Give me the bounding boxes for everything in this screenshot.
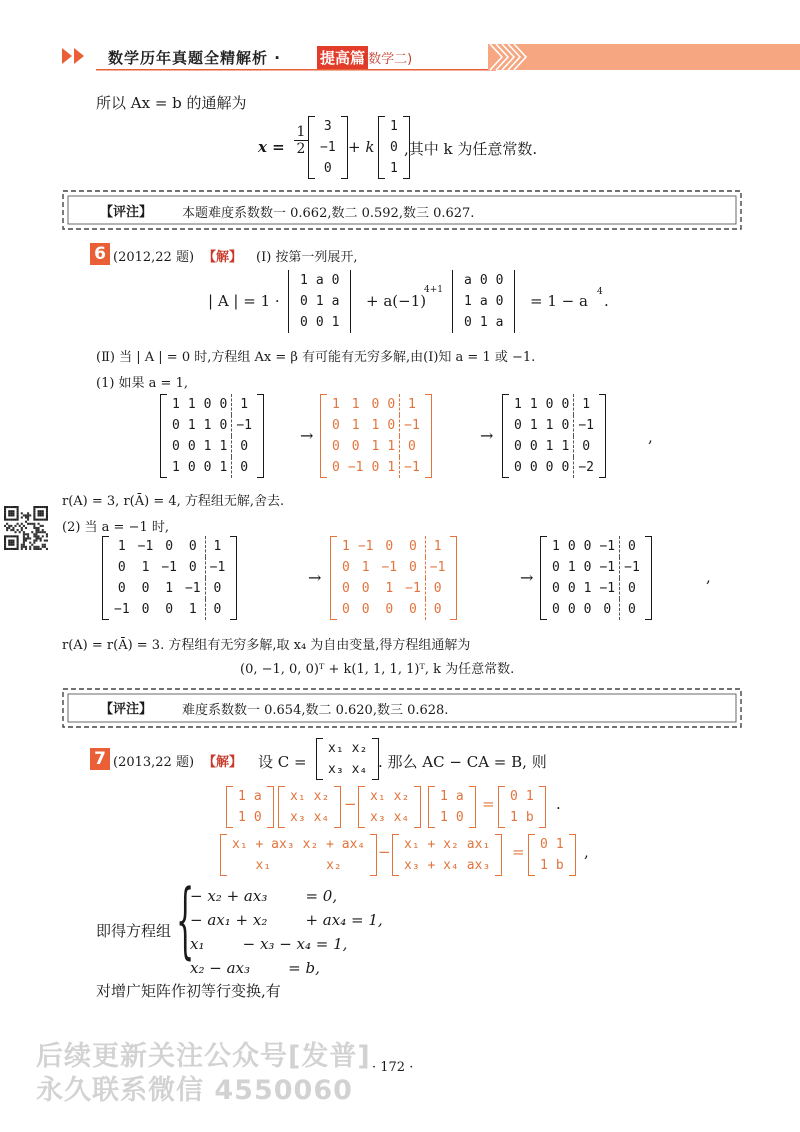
bracket-right [267, 786, 274, 828]
matrix-cell: 0 [332, 439, 340, 454]
matrix-cell: 0 [495, 273, 504, 288]
q7-comma: , [584, 843, 589, 861]
note2-label: 【评注】 [100, 702, 153, 717]
prev-vector-1 [308, 116, 348, 179]
matrix-cell: 0 [172, 418, 180, 433]
matrix-cell: 1 [165, 581, 174, 596]
arrow-2: → [480, 426, 494, 445]
matrix-cell: x₄ [313, 810, 330, 825]
matrix-cell: 1 [187, 397, 196, 412]
matrix-cell: 0 [219, 397, 228, 412]
matrix-cell: 1 [545, 439, 554, 454]
matrix-cell: 1 [552, 539, 560, 554]
matrix-cell: x₁ [290, 789, 306, 804]
q7-final: 对增广矩阵作初等行变换,有 [96, 982, 281, 1000]
matrix-cell: 0 [315, 315, 324, 330]
q7-source: (2013,22 题) [113, 755, 195, 770]
matrix-cell: a [331, 294, 340, 309]
q7-dot: . [556, 795, 561, 813]
bracket-right [425, 394, 432, 478]
matrix-cell: 0 [187, 439, 196, 454]
matrix-cell: −1 [357, 539, 374, 554]
matrix-cell: 0 [385, 539, 394, 554]
bracket-left [428, 786, 435, 828]
matrix-cell: 0 [387, 418, 396, 433]
matrix-cell: 0 [240, 439, 249, 454]
q6-comma-2: , [706, 568, 711, 586]
matrix-cell: 0 [342, 581, 350, 596]
matrix-cell: x₁ + ax₃ [232, 837, 295, 852]
matrix-cell: 1 [351, 418, 360, 433]
matrix-cell: 0 [409, 539, 417, 554]
matrix-cell: 1 [351, 397, 360, 412]
bracket-left [528, 834, 535, 876]
bracket-left [502, 394, 509, 478]
matrix-cell: 1 [525, 789, 534, 804]
q7-matrix-b-1 [498, 786, 546, 828]
system-equation: x₂ − ax₃ = b, [190, 959, 320, 977]
matrix-cell: a [464, 273, 472, 288]
matrix-cell: 0 [433, 581, 442, 596]
bracket-right [257, 394, 264, 478]
matrix-cell: 0 [628, 581, 636, 596]
matrix-cell: 1 [510, 810, 518, 825]
q6-determinant-1 [288, 270, 351, 333]
q6-matrix-2c [540, 536, 652, 620]
q6-solution-label: 【解】 [203, 250, 243, 265]
matrix-cell: 1 [203, 418, 212, 433]
matrix-cell: x₁ + x₂ [404, 837, 459, 852]
matrix-cell: x₃ [328, 762, 344, 777]
arrow-4: → [520, 568, 534, 587]
vector-cell: 1 [390, 119, 398, 134]
arrow-1: → [300, 426, 314, 445]
prev-x-eq: x = [258, 138, 285, 156]
matrix-cell: 1 [172, 397, 180, 412]
matrix-cell: 0 [332, 418, 340, 433]
matrix-cell: 1 [440, 810, 448, 825]
matrix-cell: 1 [385, 581, 394, 596]
header-title: 数学历年真题全精解析 · [108, 49, 281, 67]
matrix-cell: −1 [404, 418, 420, 433]
matrix-cell: 1 [540, 858, 548, 873]
matrix-cell: 1 [332, 397, 340, 412]
matrix-cell: 0 [165, 539, 174, 554]
watermark-line-1: 后续更新关注公众号[发普] [36, 1041, 371, 1072]
q7-matrix-lhs-2a [220, 834, 377, 876]
matrix-cell: 0 [561, 397, 570, 412]
bracket-left [226, 786, 233, 828]
matrix-cell: 0 [514, 439, 522, 454]
q6-det-rhs: = 1 − a [530, 292, 588, 310]
matrix-cell: x₁ [255, 858, 272, 873]
matrix-cell: 0 [545, 460, 554, 475]
matrix-cell: −1 [347, 460, 364, 475]
bracket-right [230, 536, 237, 620]
matrix-cell: 1 [582, 397, 591, 412]
header-emphasis: 提高篇 [317, 46, 368, 69]
bracket-left [102, 536, 109, 620]
matrix-cell: 0 [409, 602, 417, 617]
note2-text: 难度系数数一 0.654,数二 0.620,数三 0.628. [182, 703, 449, 718]
bracket-left [316, 738, 323, 780]
bracket-right [599, 394, 606, 478]
matrix-cell: 0 [213, 602, 222, 617]
bracket-right [469, 786, 476, 828]
matrix-cell: 0 [514, 418, 522, 433]
matrix-cell: 1 [371, 439, 380, 454]
q6-det-lhs: | A | = 1 · [208, 292, 280, 310]
matrix-cell: a [479, 294, 488, 309]
matrix-cell: 1 [567, 560, 576, 575]
matrix-cell: −1 [184, 581, 201, 596]
matrix-cell: 0 [628, 602, 636, 617]
matrix-cell: 0 [117, 560, 126, 575]
matrix-cell: 1 [203, 439, 212, 454]
matrix-cell: −1 [405, 581, 421, 596]
q6-det-end: . [604, 292, 609, 310]
bracket-left [540, 536, 547, 620]
q6-case2-result: r(A) = r(Ā) = 3. 方程组有无穷多解,取 x₄ 为自由变量,得方程组通解为 [62, 638, 471, 653]
q6-determinant-2 [452, 270, 515, 333]
vector-cell: 0 [323, 161, 332, 176]
prev-plus-k: + k [348, 138, 375, 156]
note1-label: 【评注】 [100, 205, 153, 220]
matrix-cell: x₃ [370, 810, 386, 825]
matrix-cell: 1 [479, 315, 488, 330]
q7-matrix-a-2 [428, 786, 476, 828]
matrix-cell: 0 [583, 539, 592, 554]
matrix-cell: 1 [387, 460, 396, 475]
bracket-right [514, 270, 515, 333]
matrix-cell: 1 [240, 397, 249, 412]
matrix-cell: 0 [561, 418, 570, 433]
matrix-cell: −1 [404, 460, 420, 475]
q6-det-rhs-exponent: 4 [597, 287, 603, 297]
q7-set-c: 设 C = [258, 753, 307, 771]
q6-part2: (Ⅱ) 当 | A | = 0 时,方程组 Ax = β 有可能有无穷多解,由(Ⅰ)知 a = 1 或 −1. [96, 350, 536, 365]
matrix-cell: 0 [361, 581, 370, 596]
q6-comma-1: , [648, 428, 653, 446]
matrix-cell: 1 [440, 789, 448, 804]
q7-matrix-c [316, 738, 379, 780]
matrix-cell: 0 [331, 273, 340, 288]
matrix-cell: 1 [561, 439, 570, 454]
vector-cell: 3 [323, 119, 332, 134]
matrix-cell: 0 [409, 560, 417, 575]
matrix-cell: b [555, 858, 564, 873]
matrix-cell: ax₁ [466, 837, 491, 852]
bracket-left [220, 834, 227, 876]
matrix-cell: 0 [545, 397, 554, 412]
bracket-right [370, 834, 377, 876]
matrix-cell: 1 [342, 539, 350, 554]
matrix-cell: 0 [514, 460, 522, 475]
q7-minus-1: − [344, 795, 357, 813]
matrix-cell: 0 [351, 439, 360, 454]
q7-minus-2: − [378, 843, 391, 861]
bracket-left [320, 394, 327, 478]
q7-equation-system [190, 884, 383, 980]
matrix-cell: 0 [387, 397, 396, 412]
matrix-cell: x₂ [326, 858, 342, 873]
matrix-cell: 0 [219, 418, 228, 433]
matrix-cell: 0 [371, 460, 380, 475]
matrix-cell: x₃ [290, 810, 306, 825]
q7-matrix-a-1 [226, 786, 274, 828]
question-number-7: 7 [90, 748, 110, 770]
question-number-6: 6 [90, 243, 110, 265]
q6-matrix-2b [330, 536, 457, 620]
matrix-cell: 1 [387, 439, 396, 454]
matrix-cell: 1 [219, 460, 228, 475]
matrix-cell: −1 [114, 602, 130, 617]
bracket-right [495, 834, 502, 876]
matrix-cell: 0 [188, 560, 197, 575]
matrix-cell: 1 [545, 418, 554, 433]
matrix-cell: 1 [529, 418, 538, 433]
q7-then: . 那么 AC − CA = B, 则 [378, 753, 547, 771]
matrix-cell: 1 [300, 273, 308, 288]
watermark-line-2: 永久联系微信 4550060 [36, 1075, 353, 1106]
matrix-cell: 0 [529, 439, 538, 454]
matrix-cell: a [455, 789, 464, 804]
matrix-cell: a [315, 273, 324, 288]
bracket-right [539, 786, 546, 828]
matrix-cell: 0 [479, 273, 488, 288]
matrix-cell: b [525, 810, 534, 825]
q7-matrix-x-2 [358, 786, 421, 828]
matrix-cell: 1 [529, 397, 538, 412]
prev-half: 1 2 [294, 124, 308, 157]
matrix-cell: x₂ [313, 789, 330, 804]
matrix-cell: 0 [603, 602, 612, 617]
matrix-cell: 1 [315, 294, 324, 309]
qr-code-icon [4, 506, 48, 550]
matrix-cell: 1 [117, 539, 126, 554]
matrix-cell: 0 [561, 460, 570, 475]
matrix-cell: 1 [141, 560, 150, 575]
bracket-right [334, 786, 341, 828]
bracket-right [450, 536, 457, 620]
matrix-cell: 1 [187, 418, 196, 433]
matrix-cell: 0 [408, 439, 416, 454]
matrix-cell: 0 [371, 397, 380, 412]
system-equation: − ax₁ + x₂ + ax₄ = 1, [190, 911, 383, 929]
vector-cell: −1 [320, 140, 336, 155]
matrix-cell: 0 [117, 581, 126, 596]
q6-source: (2012,22 题) [113, 250, 195, 265]
matrix-cell: 1 [172, 460, 180, 475]
matrix-cell: ax₃ [466, 858, 491, 873]
matrix-cell: −1 [599, 539, 616, 554]
matrix-cell: 0 [567, 602, 576, 617]
q6-case1-result: r(A) = 3, r(Ā) = 4, 方程组无解,舍去. [62, 494, 285, 509]
matrix-cell: 0 [361, 602, 370, 617]
q7-matrix-lhs-2b [392, 834, 502, 876]
matrix-cell: 0 [188, 539, 197, 554]
matrix-cell: −1 [137, 539, 154, 554]
matrix-cell: x₃ + x₄ [404, 858, 459, 873]
q6-matrix-1c [502, 394, 606, 478]
matrix-cell: −1 [599, 560, 616, 575]
matrix-cell: 0 [628, 539, 636, 554]
q6-det-mid: + a(−1) [366, 292, 427, 310]
q7-eq-1: = [482, 795, 495, 813]
matrix-cell: 1 [514, 397, 522, 412]
matrix-cell: 1 [464, 294, 472, 309]
matrix-cell: 0 [433, 602, 442, 617]
double-arrow-icon [62, 48, 72, 64]
matrix-cell: 0 [342, 560, 350, 575]
matrix-cell: 0 [187, 460, 196, 475]
matrix-cell: 0 [203, 397, 212, 412]
matrix-cell: 0 [567, 581, 576, 596]
matrix-cell: a [495, 315, 504, 330]
matrix-cell: −1 [624, 560, 640, 575]
matrix-cell: x₁ [328, 741, 344, 756]
matrix-cell: 1 [213, 539, 222, 554]
matrix-cell: 1 [583, 581, 592, 596]
system-brace: { [176, 873, 195, 968]
q6-case2: (2) 当 a = −1 时, [62, 520, 170, 535]
bracket-left [392, 834, 399, 876]
matrix-cell: x₄ [351, 762, 368, 777]
matrix-cell: 0 [240, 460, 249, 475]
matrix-cell: 0 [172, 439, 180, 454]
bracket-left [160, 394, 167, 478]
q7-matrix-b-2 [528, 834, 576, 876]
matrix-cell: −1 [236, 418, 252, 433]
matrix-cell: 1 [555, 837, 564, 852]
q6-part1: (Ⅰ) 按第一列展开, [256, 250, 358, 265]
matrix-cell: 1 [408, 397, 416, 412]
matrix-cell: 0 [529, 460, 538, 475]
matrix-cell: −1 [209, 560, 226, 575]
matrix-cell: 1 [188, 602, 197, 617]
matrix-cell: 0 [510, 789, 518, 804]
q6-general-solution: (0, −1, 0, 0)ᵀ + k(1, 1, 1, 1)ᵀ, k 为任意常数. [240, 662, 515, 677]
q7-solution-label: 【解】 [203, 755, 243, 770]
matrix-cell: x₁ [370, 789, 386, 804]
matrix-cell: −2 [578, 460, 594, 475]
bracket-right [645, 536, 652, 620]
matrix-cell: 0 [332, 460, 340, 475]
matrix-cell: a [253, 789, 262, 804]
q7-matrix-x-1 [278, 786, 341, 828]
matrix-cell: 0 [552, 581, 560, 596]
matrix-cell: 0 [495, 294, 504, 309]
bracket-left [498, 786, 505, 828]
page-number: · 172 · [372, 1060, 414, 1075]
matrix-cell: 0 [213, 581, 222, 596]
bracket-left [330, 536, 337, 620]
header-subtitle: (数学二) [363, 52, 413, 67]
matrix-cell: 0 [300, 294, 308, 309]
bracket-right [569, 834, 576, 876]
matrix-cell: −1 [578, 418, 594, 433]
matrix-cell: 0 [583, 560, 592, 575]
vector-cell: 1 [390, 161, 398, 176]
q7-system-lead: 即得方程组 [96, 922, 172, 940]
bracket-left [278, 786, 285, 828]
matrix-cell: 0 [582, 439, 591, 454]
matrix-cell: 1 [238, 810, 246, 825]
matrix-cell: 1 [331, 315, 340, 330]
matrix-cell: 0 [203, 460, 212, 475]
bracket-right [350, 270, 351, 333]
matrix-cell: 1 [361, 560, 370, 575]
prev-lead: 所以 Ax = b 的通解为 [96, 94, 247, 112]
matrix-cell: 0 [464, 315, 472, 330]
matrix-cell: x₂ + ax₄ [302, 837, 366, 852]
system-equation: − x₂ + ax₃ = 0, [190, 887, 338, 905]
bracket-left [288, 270, 289, 333]
matrix-cell: −1 [381, 560, 398, 575]
matrix-cell: −1 [599, 581, 616, 596]
matrix-cell: −1 [161, 560, 177, 575]
matrix-cell: 0 [385, 602, 394, 617]
matrix-cell: 0 [552, 602, 560, 617]
bracket-left [452, 270, 453, 333]
matrix-cell: x₄ [393, 810, 410, 825]
bracket-left [358, 786, 365, 828]
matrix-cell: 1 [238, 789, 246, 804]
matrix-cell: 0 [141, 581, 150, 596]
matrix-cell: 0 [583, 602, 592, 617]
bracket-right [414, 786, 421, 828]
matrix-cell: 0 [552, 560, 560, 575]
system-equation: x₁ − x₃ − x₄ = 1, [190, 935, 348, 953]
q7-eq-2: = [512, 843, 525, 861]
note1-text: 本题难度系数数一 0.662,数二 0.592,数三 0.627. [182, 206, 475, 221]
arrow-3: → [308, 568, 322, 587]
q6-matrix-2a [102, 536, 237, 620]
q6-det-exponent: 4+1 [424, 285, 443, 295]
matrix-cell: 0 [455, 810, 464, 825]
q6-matrix-1b [320, 394, 432, 478]
matrix-cell: −1 [429, 560, 446, 575]
matrix-cell: 0 [540, 837, 548, 852]
matrix-cell: 0 [342, 602, 350, 617]
matrix-cell: 0 [300, 315, 308, 330]
matrix-cell: 1 [219, 439, 228, 454]
q6-case1: (1) 如果 a = 1, [96, 376, 188, 391]
matrix-cell: x₂ [393, 789, 410, 804]
matrix-cell: x₂ [351, 741, 368, 756]
matrix-cell: 0 [165, 602, 174, 617]
matrix-cell: 0 [253, 810, 262, 825]
matrix-cell: 0 [141, 602, 150, 617]
vector-cell: 0 [390, 140, 398, 155]
matrix-cell: 0 [567, 539, 576, 554]
matrix-cell: 1 [371, 418, 380, 433]
matrix-cell: 1 [433, 539, 442, 554]
q6-matrix-1a [160, 394, 264, 478]
prev-tail: ,其中 k 为任意常数. [404, 140, 538, 158]
